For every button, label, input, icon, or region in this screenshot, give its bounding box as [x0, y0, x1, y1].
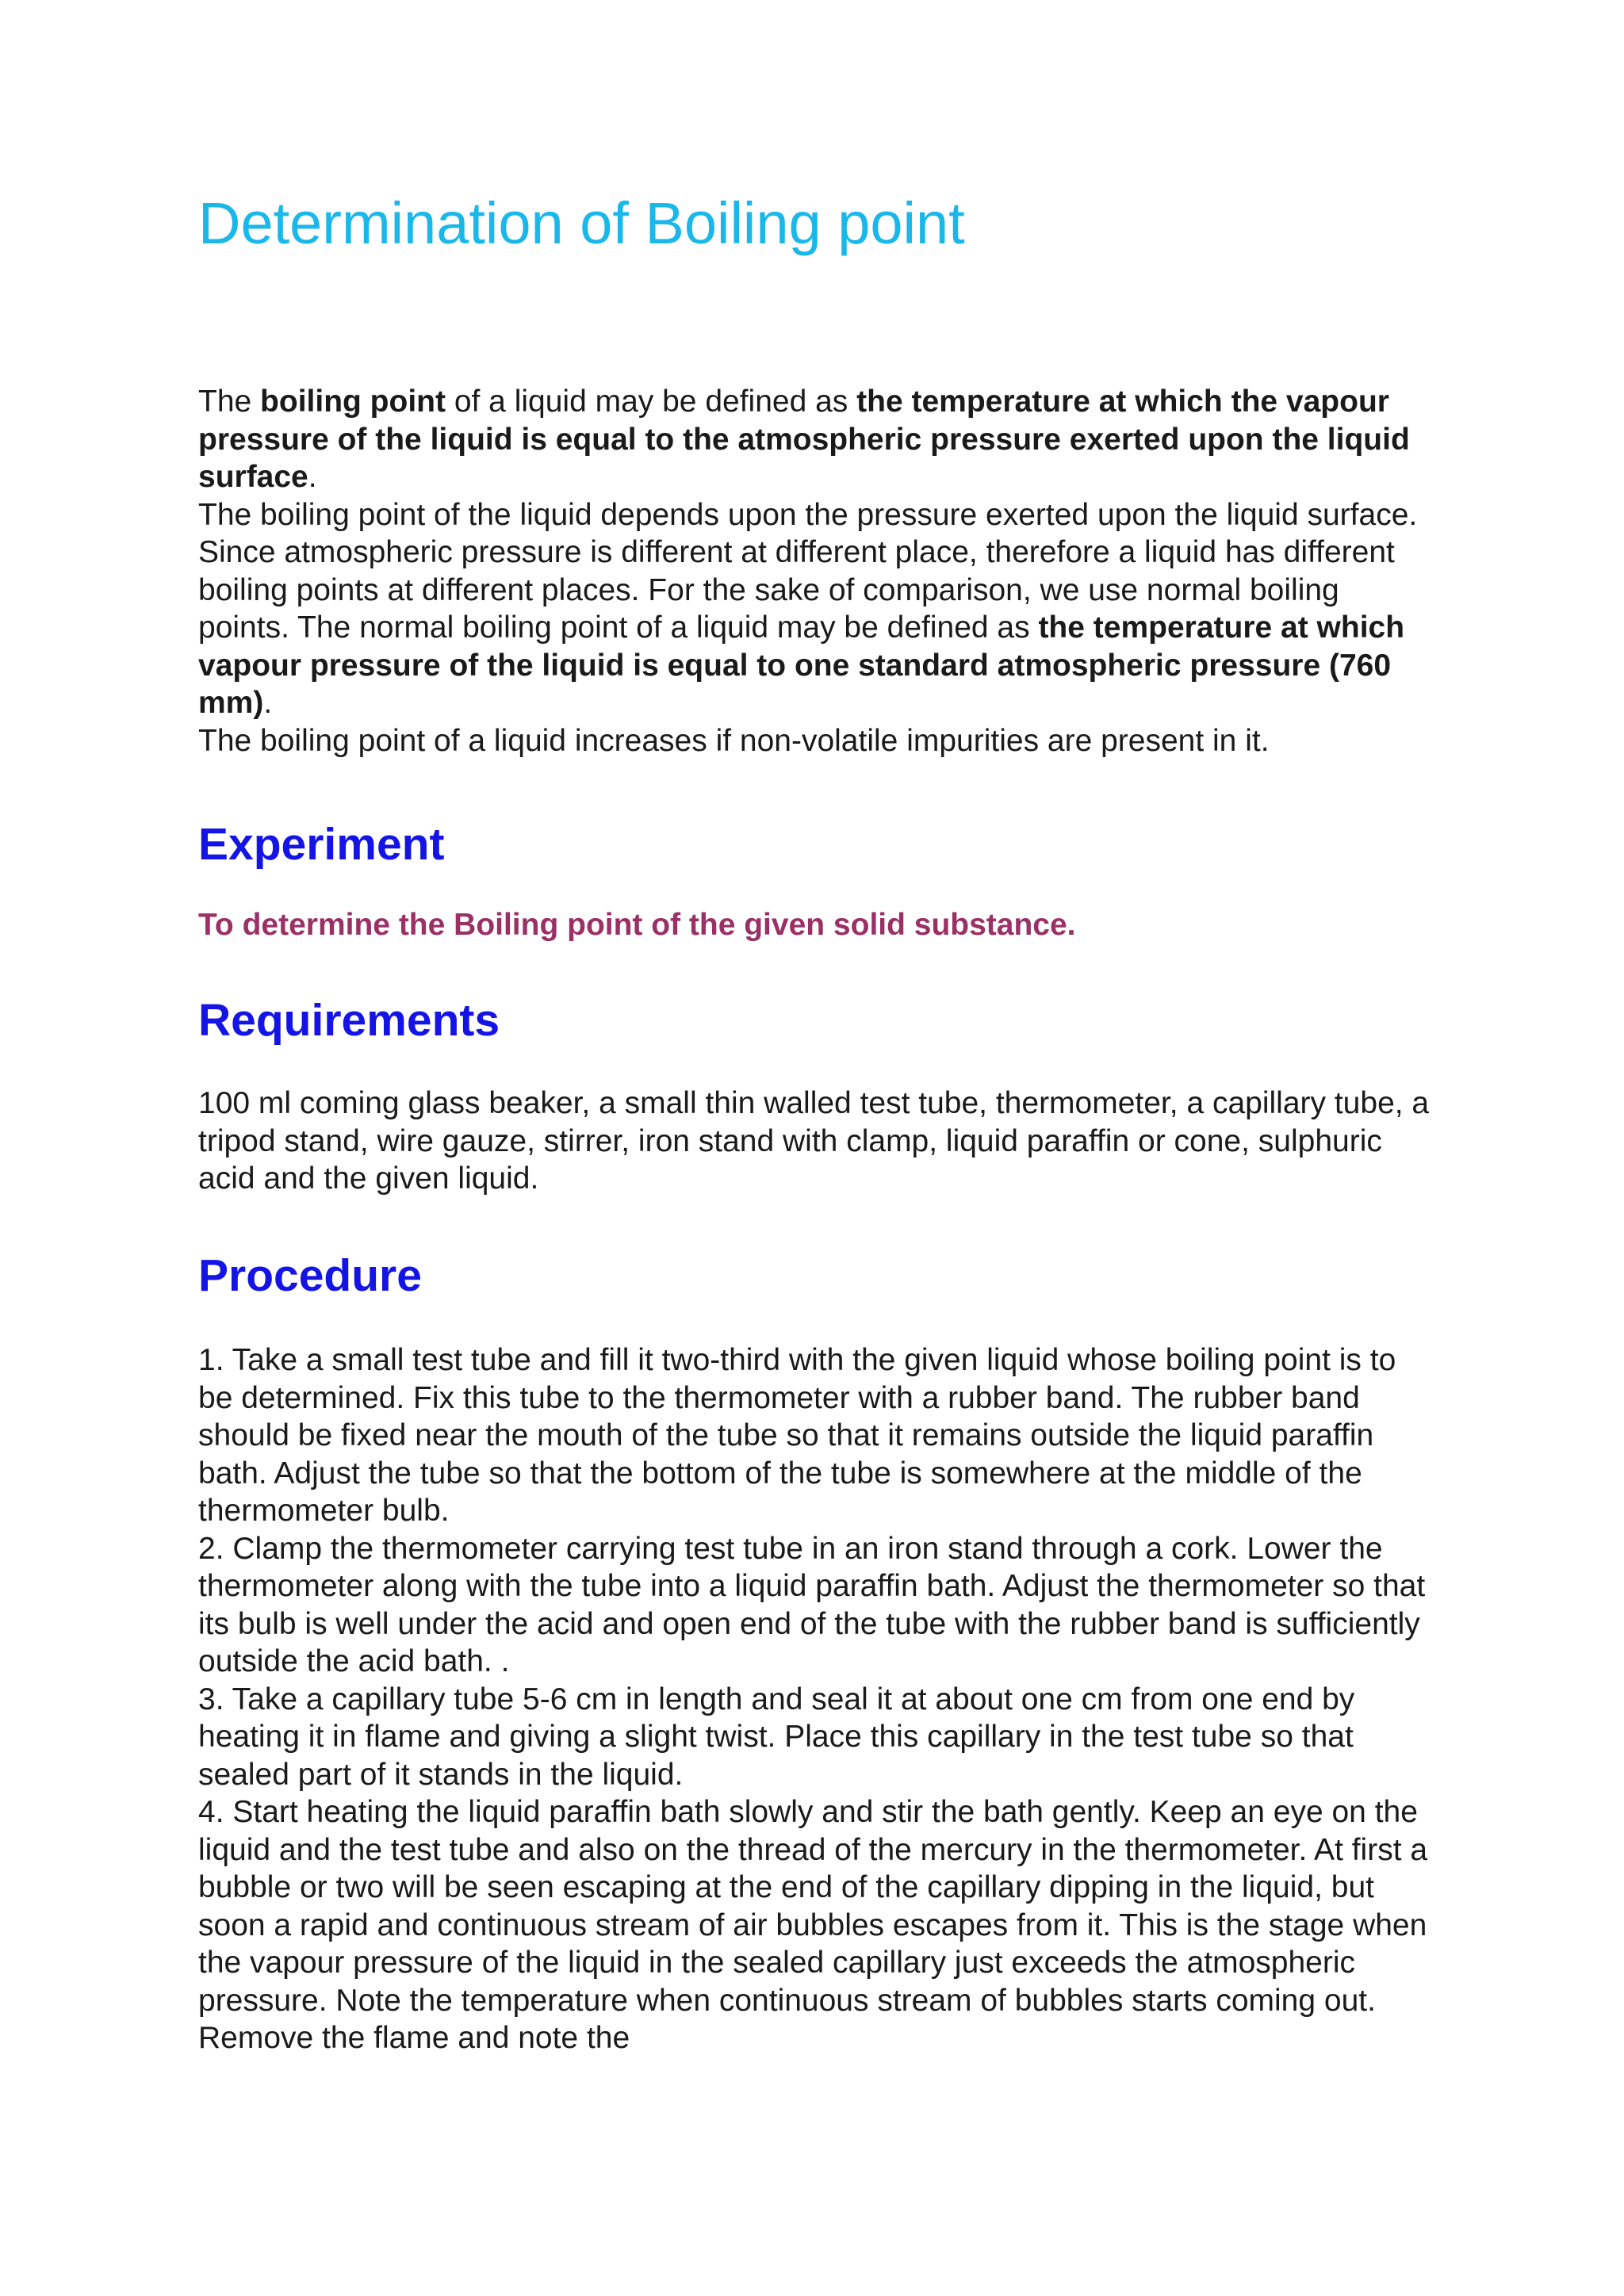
requirements-heading: Requirements: [198, 995, 500, 1046]
procedure-step: 2. Clamp the thermometer carrying test tube in an iron stand through a cork. Lower the thermometer along with the tube into a liquid paraffin bath. Adjust the thermometer so that its bulb is well under the acid and open end of the tube with the rubber band is sufficiently outside the acid bath. .: [198, 1531, 1426, 1678]
intro-term-boiling-point: boiling point: [260, 385, 446, 419]
procedure-steps: [198, 1341, 1435, 2057]
intro-paragraph-definition: [198, 383, 1435, 496]
procedure-step: 3. Take a capillary tube 5-6 cm in length and seal it at about one cm from one end by heating it in flame and giving a slight twist. Place this capillary in the test tube so that sealed part of it stands in the liquid.: [198, 1682, 1355, 1792]
experiment-heading: Experiment: [198, 819, 445, 870]
procedure-step: 4. Start heating the liquid paraffin bath slowly and stir the bath gently. Keep an eye on the liquid and the test tube and also on the thread of the mercury in the thermometer. At first a bubble or two will be seen escaping at the end of the capillary dipping in the liquid, but soon a rapid and continuous stream of air bubbles escapes from it. This is the stage when the vapour pressure of the liquid in the sealed capillary just exceeds the atmospheric pressure. Note the temperature when continuous stream of bubbles starts coming out. Remove the flame and note the: [198, 1795, 1428, 2055]
intro-text: The boiling point of the liquid depends upon the pressure exerted upon the liquid surface. Since atmospheric pressure is different at different place, therefore a liquid has different boiling points at different places. For the sake of comparison, we use normal boiling points. The normal boiling point of a liquid may be defined as: [198, 497, 1418, 645]
intro-definition: the temperature at which the vapour pressure of the liquid is equal to the atmospheric pressure exerted upon the liquid surface: [198, 385, 1410, 494]
page-title: Determination of Boiling point: [198, 190, 965, 256]
intro-paragraph-impurities: [198, 722, 1435, 760]
intro-text: The: [198, 385, 261, 419]
procedure-heading: Procedure: [198, 1250, 422, 1301]
normal-boiling-point-definition: the temperature at which vapour pressure of the liquid is equal to one standard atmospheric pressure (760 mm): [198, 610, 1405, 720]
intro-text: The boiling point of a liquid increases if non-volatile impurities are present in it.: [198, 723, 1270, 758]
requirements-text: 100 ml coming glass beaker, a small thin walled test tube, thermometer, a capillary tube, a tripod stand, wire gauze, stirrer, iron stand with clamp, liquid paraffin or cone, sulphuric acid and the given liquid.: [198, 1086, 1430, 1196]
intro-text: .: [308, 460, 317, 494]
intro-text: of a liquid may be defined as: [445, 385, 857, 419]
procedure-step: 1. Take a small test tube and fill it two-third with the given liquid whose boiling point is to be determined. Fix this tube to the thermometer with a rubber band. The rubber band should be fixed near the mouth of the tube so that it remains outside the liquid paraffin bath. Adjust the tube so that the bottom of the tube is somewhere at the middle of the thermometer bulb.: [198, 1343, 1396, 1528]
intro-paragraph-normal-boiling-point: [198, 496, 1435, 722]
intro-section: [198, 383, 1435, 760]
intro-text: .: [263, 686, 273, 720]
experiment-aim: To determine the Boiling point of the given solid substance.: [198, 908, 1076, 942]
